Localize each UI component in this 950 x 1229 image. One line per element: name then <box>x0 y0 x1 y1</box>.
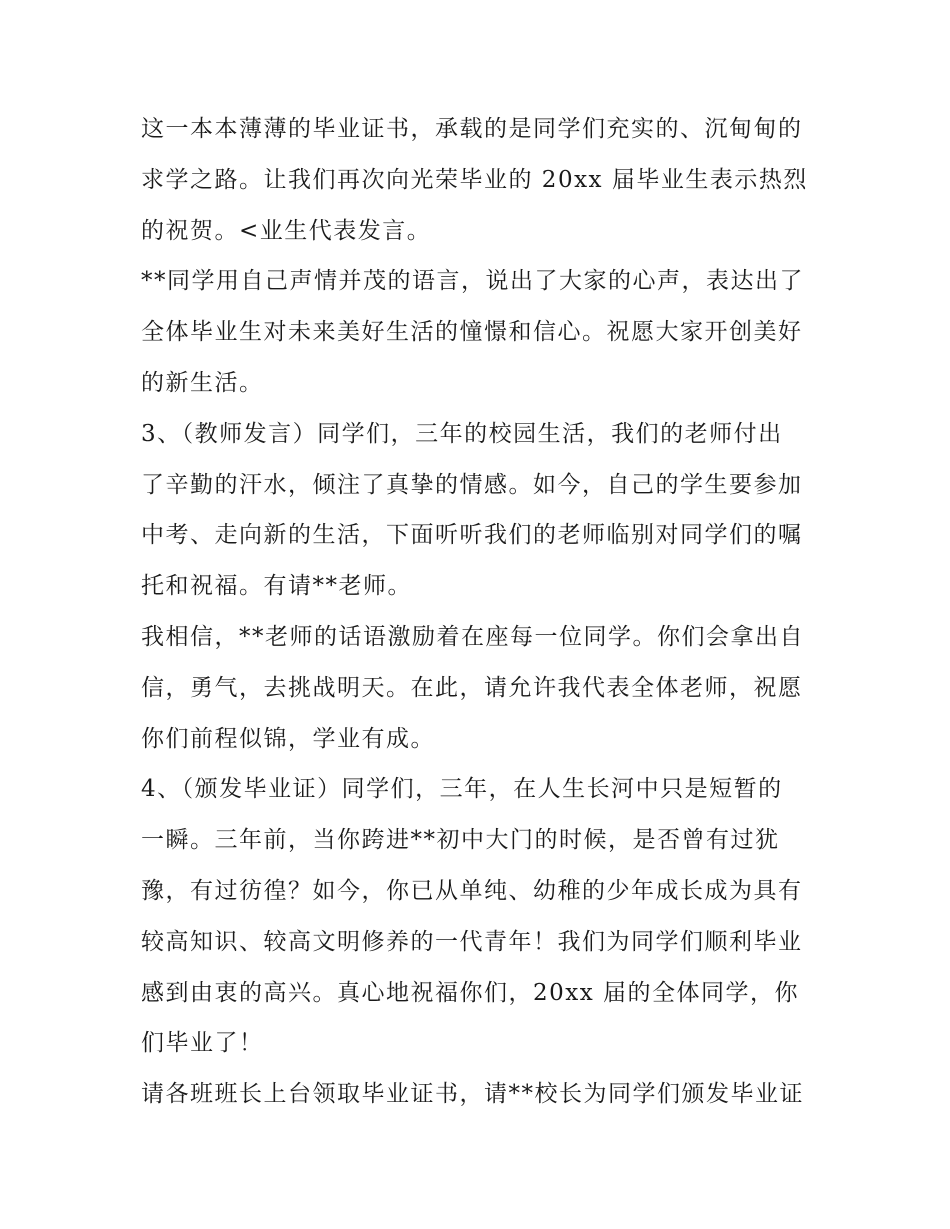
text-line: 中考、走向新的生活，下面听听我们的老师临别对同学们的嘱 <box>141 522 803 549</box>
text-line: 信，勇气，去挑战明天。在此，请允许我代表全体老师，祝愿 <box>141 674 803 701</box>
text-line: 求学之路。让我们再次向光荣毕业的 20xx 届毕业生表示热烈 <box>141 166 808 193</box>
text-line: **同学用自己声情并茂的语言，说出了大家的心声，表达出了 <box>141 268 804 295</box>
text-line: 3、（教师发言）同学们，三年的校园生活，我们的老师付出 <box>141 420 783 447</box>
text-line: 了辛勤的汗水，倾注了真挚的情感。如今，自己的学生要参加 <box>141 471 803 498</box>
text-line: 感到由衷的高兴。真心地祝福你们，20xx 届的全体同学，你 <box>141 979 800 1006</box>
text-line: 一瞬。三年前，当你跨进**初中大门的时候，是否曾有过犹 <box>141 827 780 854</box>
text-line: 的新生活。 <box>141 369 264 396</box>
document-body <box>141 104 816 1120</box>
text-line: 托和祝福。有请**老师。 <box>141 573 412 600</box>
text-line: 豫，有过彷徨？如今，你已从单纯、幼稚的少年成长成为具有 <box>141 877 803 904</box>
text-line: 全体毕业生对未来美好生活的憧憬和信心。祝愿大家开创美好 <box>141 319 803 346</box>
text-line: 较高知识、较高文明修养的一代青年！我们为同学们顺利毕业 <box>141 928 803 955</box>
text-line: 这一本本薄薄的毕业证书，承载的是同学们充实的、沉甸甸的 <box>141 116 803 142</box>
text-line: 请各班班长上台领取毕业证书，请**校长为同学们颁发毕业证 <box>141 1081 804 1108</box>
text-line: 的祝贺。<业生代表发言。 <box>141 217 432 244</box>
text-line: 你们前程似锦，学业有成。 <box>141 725 435 752</box>
text-line: 们毕业了！ <box>141 1030 264 1057</box>
text-line: 我相信，**老师的话语激励着在座每一位同学。你们会拿出自 <box>141 623 804 650</box>
text-line: 4、（颁发毕业证）同学们，三年，在人生长河中只是短暂的 <box>141 776 783 803</box>
